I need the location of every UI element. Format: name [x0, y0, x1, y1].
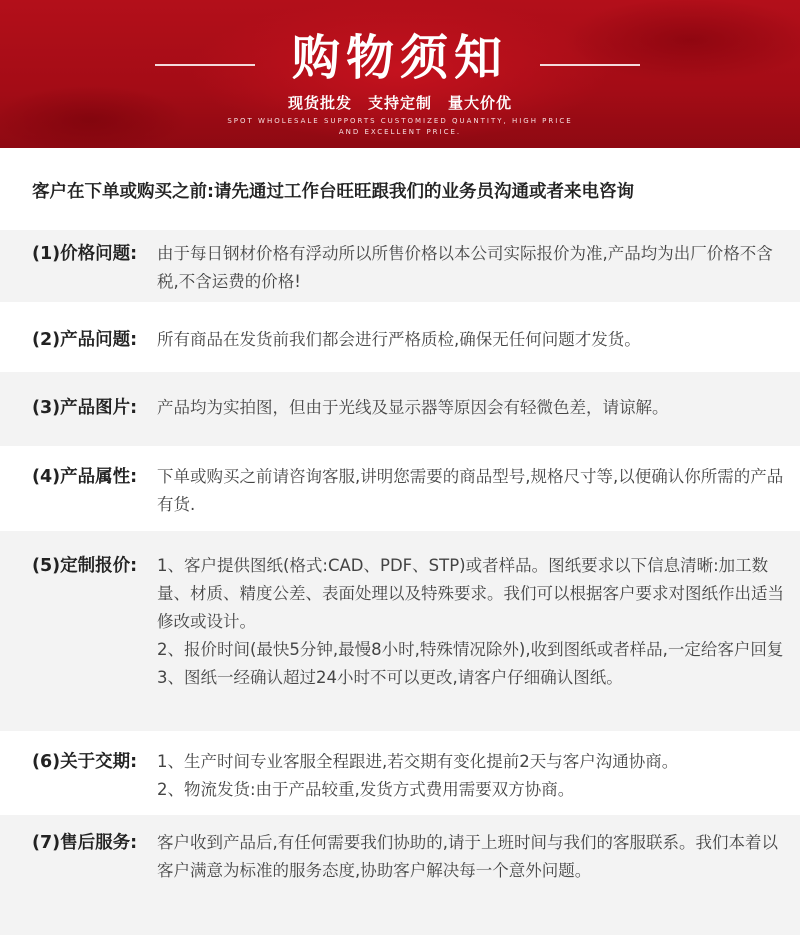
notice-label: (3)产品图片:: [32, 398, 138, 418]
notice-label: (2)产品问题:: [32, 330, 138, 350]
notice-label: (1)价格问题:: [32, 244, 138, 264]
notice-text: [157, 748, 787, 804]
notice-text: [157, 240, 787, 296]
intro-notice: 客户在下单或购买之前:请先通过工作台旺旺跟我们的业务员沟通或者来电咨询: [32, 182, 634, 202]
notice-paragraph: 2、报价时间(最快5分钟,最慢8小时,特殊情况除外),收到图纸或者样品,一定给客户回复: [157, 640, 784, 659]
notice-paragraph: 3、图纸一经确认超过24小时不可以更改,请客户仔细确认图纸。: [157, 668, 623, 687]
notice-text: [157, 463, 787, 519]
notice-paragraph: 1、生产时间专业客服全程跟进,若交期有变化提前2天与客户沟通协商。: [157, 752, 679, 771]
notice-label: (6)关于交期:: [32, 752, 138, 772]
notice-paragraph: 客户收到产品后,有任何需要我们协助的,请于上班时间与我们的客服联系。我们本着以客户满意为标准的服务态度,协助客户解决每一个意外问题。: [157, 833, 778, 880]
page-subtitle: 现货批发 支持定制 量大价优: [287, 94, 512, 112]
page-title: 购物须知: [291, 30, 508, 86]
notice-label: (5)定制报价:: [32, 556, 138, 576]
notice-text: [157, 829, 787, 885]
english-tagline-line-1: SPOT WHOLESALE SUPPORTS CUSTOMIZED QUANTITY, HIGH PRICE: [227, 117, 573, 125]
notice-label: (4)产品属性:: [32, 467, 138, 487]
notice-paragraph: 由于每日钢材价格有浮动所以所售价格以本公司实际报价为准,产品均为出厂价格不含税,不含运费的价格!: [157, 244, 773, 291]
english-tagline: [0, 116, 800, 138]
notice-paragraph: 2、物流发货:由于产品较重,发货方式费用需要双方协商。: [157, 780, 575, 799]
notice-paragraph: 1、客户提供图纸(格式:CAD、PDF、STP)或者样品。图纸要求以下信息清晰:加工数量、材质、精度公差、表面处理以及特殊要求。我们可以根据客户要求对图纸作出适当修改或设计。: [157, 556, 784, 631]
notice-label: (7)售后服务:: [32, 833, 138, 853]
notice-text: [157, 552, 787, 692]
notice-paragraph: 所有商品在发货前我们都会进行严格质检,确保无任何问题才发货。: [157, 330, 641, 349]
notice-text: [157, 326, 787, 354]
header-banner: [0, 0, 800, 148]
notice-paragraph: 下单或购买之前请咨询客服,讲明您需要的商品型号,规格尺寸等,以便确认你所需的产品有货.: [157, 467, 784, 514]
notice-paragraph: 产品均为实拍图，但由于光线及显示器等原因会有轻微色差，请谅解。: [157, 398, 669, 417]
notice-text: [157, 394, 787, 422]
english-tagline-line-2: AND EXCELLENT PRICE.: [338, 128, 462, 136]
